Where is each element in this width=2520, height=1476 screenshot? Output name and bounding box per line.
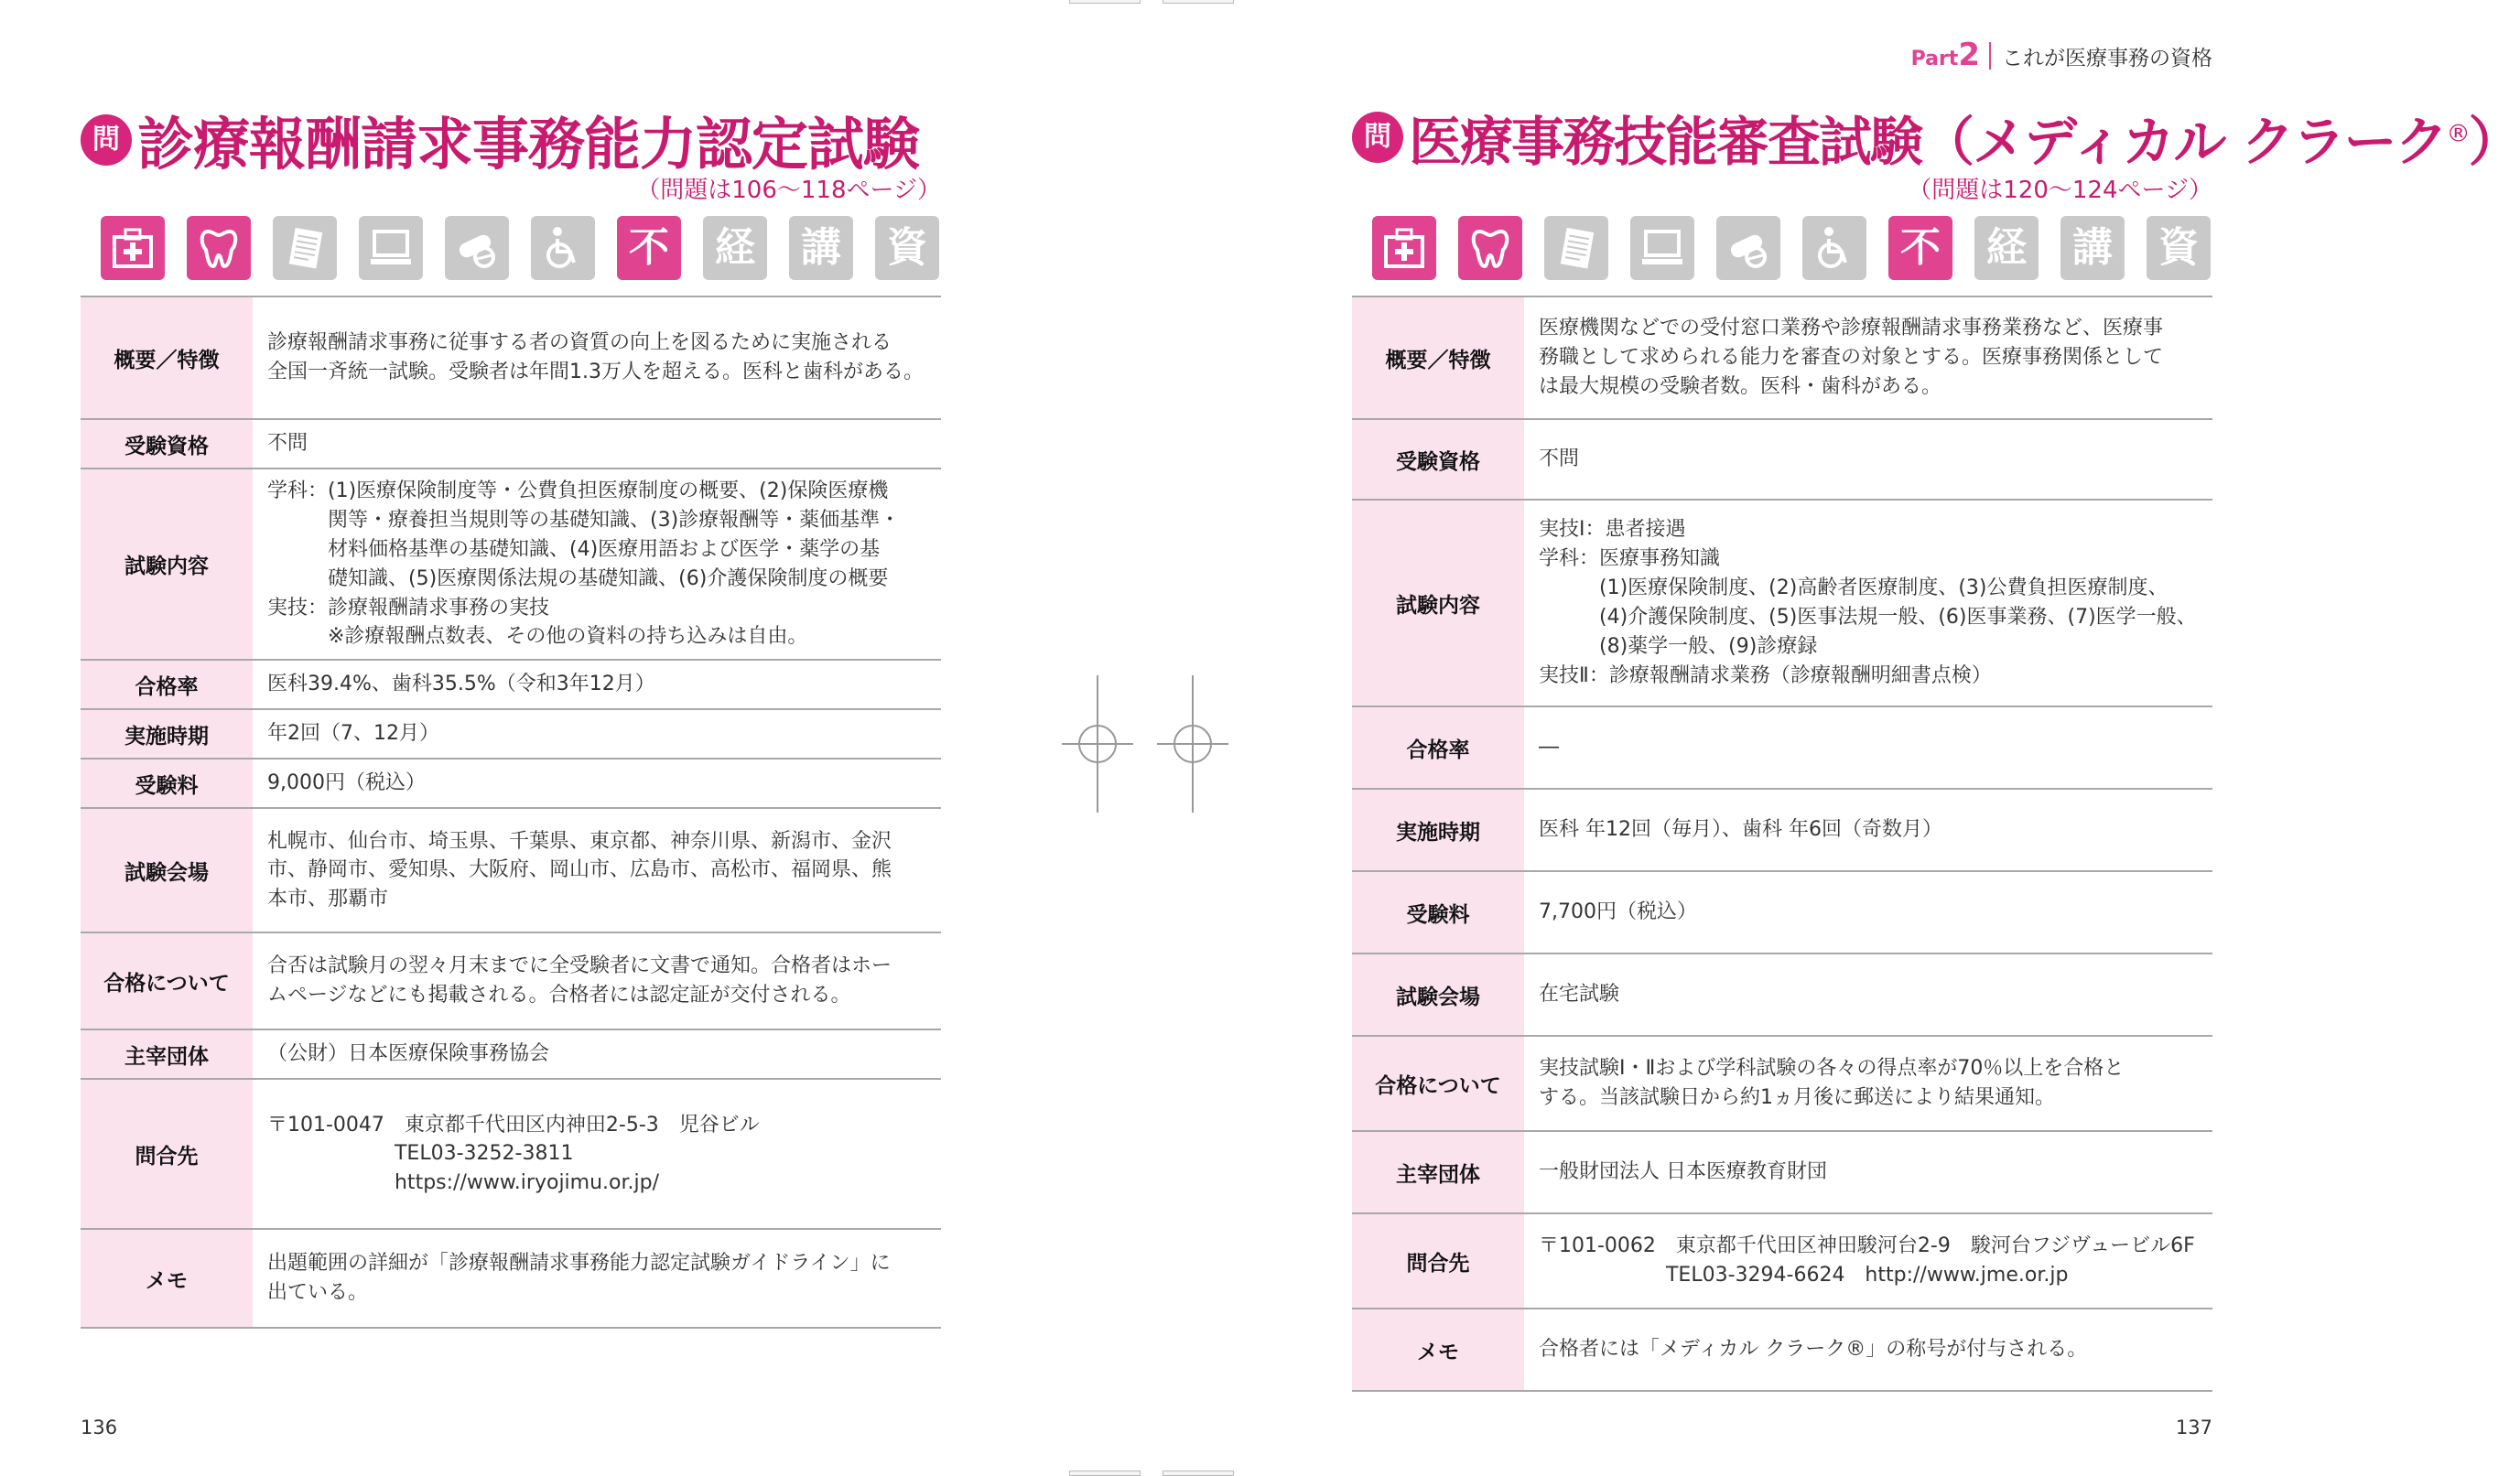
right-category-icons [1372, 216, 2233, 280]
running-header [1911, 37, 2212, 73]
fu-icon: 不 [1888, 216, 1952, 280]
info-row [81, 759, 941, 808]
row-value: 実技試験Ⅰ・Ⅱおよび学科試験の各々の得点率が70％以上を合格と する。当該試験日から約1ヵ月後に郵送により結果通知。 [1539, 1057, 2125, 1109]
row-label: 合格について [1352, 1036, 1524, 1131]
header-divider [1989, 42, 1991, 70]
row-label: 主宰団体 [1352, 1131, 1524, 1213]
row-label: 合格率 [81, 660, 253, 709]
row-label: 概要／特徴 [1352, 296, 1524, 419]
info-row [1352, 789, 2212, 871]
medical-icon [101, 216, 165, 280]
info-row [81, 660, 941, 709]
row-label: 主宰団体 [81, 1029, 253, 1079]
question-badge: 問 [1352, 112, 1403, 163]
right-info-table [1352, 296, 2212, 1392]
info-row [81, 1229, 941, 1328]
row-label: 実施時期 [81, 709, 253, 759]
info-row [1352, 500, 2212, 706]
document-icon [273, 216, 337, 280]
left-page [81, 0, 941, 1475]
row-label: 問合先 [1352, 1213, 1524, 1309]
row-label: 合格について [81, 932, 253, 1029]
info-row [1352, 1036, 2212, 1131]
wheelchair-icon [531, 216, 595, 280]
row-value: 診療報酬請求事務に従事する者の資質の向上を図るために実施される 全国一斉統一試験。受験者は年間1.3万人を超える。医科と歯科がある。 [267, 331, 924, 383]
row-value: 在宅試験 [1539, 983, 1620, 1007]
row-value: 不問 [1539, 447, 1580, 471]
row-value: 合格者には「メディカル クラーク®」の称号が付与される。 [1539, 1338, 2088, 1362]
row-value: 医科39.4%、歯科35.5%（令和3年12月） [267, 673, 655, 696]
medicine-icon [1716, 216, 1780, 280]
row-value: 合否は試験月の翌々月末までに全受験者に文書で通知。合格者はホー ムページなどにも掲載される。合格者には認定証が交付される。 [267, 954, 892, 1007]
kei-icon: 経 [1974, 216, 2039, 280]
right-page-title: 医療事務技能審査試験（メディカル クラーク®） [1409, 111, 2520, 173]
row-value: 札幌市、仙台市、埼玉県、千葉県、東京都、神奈川県、新潟市、金沢 市、静岡市、愛知県、大阪府、岡山市、広島市、高松市、福岡県、熊 本市、那覇市 [267, 829, 892, 911]
medicine-icon [445, 216, 509, 280]
row-value: 出題範囲の詳細が「診療報酬請求事務能力認定試験ガイドライン」に 出ている。 [267, 1252, 891, 1305]
info-row [81, 469, 941, 660]
left-page-number: 136 [81, 1417, 118, 1438]
info-row [81, 1079, 941, 1229]
row-label: 試験会場 [1352, 953, 1524, 1036]
kei-icon: 経 [703, 216, 767, 280]
row-label: メモ [1352, 1309, 1524, 1391]
part-label: Part [1910, 48, 1959, 70]
info-row [81, 709, 941, 759]
row-label: 試験会場 [81, 808, 253, 932]
row-label: 試験内容 [81, 469, 253, 660]
question-badge: 問 [81, 114, 132, 166]
left-page-title: 診療報酬請求事務能力認定試験 [137, 111, 920, 178]
row-label: 受験料 [81, 759, 253, 808]
medical-icon [1372, 216, 1436, 280]
info-row [1352, 706, 2212, 789]
right-question-range: （問題は120～124ページ） [1908, 177, 2212, 204]
row-value: 〒101-0062 東京都千代田区神田駿河台2-9 駿河台フジヴュービル6F TEL03-3294-6624 http://www.jme.or.jp [1539, 1234, 2195, 1287]
right-page [1352, 0, 2520, 1475]
crop-mark-top-right [1163, 0, 1234, 4]
left-question-range: （問題は106～118ページ） [636, 177, 941, 204]
registration-mark-right-circle [1173, 725, 1212, 763]
registration-mark-left-circle [1078, 725, 1117, 763]
wheelchair-icon [1802, 216, 1866, 280]
row-value: 医療機関などでの受付窓口業務や診療報酬請求事務業務など、医療事 務職として求められる能力を審査の対象とする。医療事務関係として は最大規模の受験者数。医科・歯科がある。 [1539, 317, 2164, 398]
left-category-icons [101, 216, 961, 280]
row-label: 実施時期 [1352, 789, 1524, 871]
info-row [1352, 419, 2212, 500]
row-value: 学科：(1)医療保険制度等・公費負担医療制度の概要、(2)保険医療機 関等・療養担当規則等の基礎知識、(3)診療報酬等・薬価基準・ 材料価格基準の基礎知識、(4)医療用語および医学・薬学の基 礎知識、(5)医療関係法規の基礎知識、(6)介護保険制度の概要 実技：診療報酬請求事務の実技 ※診療報酬点数表、その他の資料の持ち込みは自由。 [267, 479, 901, 649]
info-row [81, 808, 941, 932]
info-row [81, 296, 941, 419]
shi-icon: 資 [2147, 216, 2211, 280]
right-title-row [1352, 99, 2520, 173]
row-value: 実技Ⅰ：患者接遇 学科：医療事務知識 (1)医療保険制度、(2)高齢者医療制度、(3)公費負担医療制度、 (4)介護保険制度、(5)医事法規一般、(6)医事業務、(7)医学一般、 (8)薬学一般、(9)診療録 実技Ⅱ：診療報酬請求業務（診療報酬明細書点検） [1539, 518, 2197, 687]
shi-icon: 資 [875, 216, 939, 280]
ko-icon: 講 [789, 216, 853, 280]
info-row [1352, 1131, 2212, 1213]
row-value: ― [1539, 736, 1559, 760]
dental-icon [187, 216, 251, 280]
row-value: 7,700円（税込） [1539, 900, 1697, 924]
registered-mark: ® [2446, 120, 2469, 148]
crop-mark-top-left [1069, 0, 1141, 4]
row-value: 不問 [267, 432, 308, 456]
ko-icon: 講 [2060, 216, 2125, 280]
info-row [1352, 953, 2212, 1036]
left-title-row [81, 99, 959, 178]
info-row [1352, 871, 2212, 953]
info-row [1352, 1309, 2212, 1391]
row-value: （公財）日本医療保険事務協会 [267, 1042, 550, 1066]
row-label: 合格率 [1352, 706, 1524, 789]
row-value: 〒101-0047 東京都千代田区内神田2-5-3 児谷ビル TEL03-3252-3811 https://www.iryojimu.or.jp/ [267, 1113, 760, 1195]
info-row [81, 1029, 941, 1079]
dental-icon [1458, 216, 1522, 280]
row-label: 概要／特徴 [81, 296, 253, 419]
row-label: 受験資格 [81, 419, 253, 469]
row-label: 受験料 [1352, 871, 1524, 953]
info-row [1352, 1213, 2212, 1309]
row-value: 一般財団法人 日本医療教育財団 [1539, 1160, 1827, 1184]
computer-icon [1630, 216, 1694, 280]
row-value: 医科 年12回（毎月）、歯科 年6回（奇数月） [1539, 818, 1942, 842]
crop-mark-bottom-right [1163, 1471, 1234, 1476]
row-value: 9,000円（税込） [267, 771, 426, 795]
right-page-number: 137 [2175, 1417, 2212, 1438]
info-row [81, 932, 941, 1029]
document-icon [1544, 216, 1608, 280]
info-row [1352, 296, 2212, 419]
info-row [81, 419, 941, 469]
fu-icon: 不 [617, 216, 681, 280]
row-value: 年2回（7、12月） [267, 722, 439, 746]
computer-icon [359, 216, 423, 280]
crop-mark-bottom-left [1069, 1471, 1141, 1476]
row-label: 問合先 [81, 1079, 253, 1229]
left-info-table [81, 296, 941, 1329]
row-label: 試験内容 [1352, 500, 1524, 706]
header-text: これが医療事務の資格 [2002, 47, 2212, 70]
row-label: メモ [81, 1229, 253, 1328]
part-number: 2 [1958, 37, 1980, 73]
row-label: 受験資格 [1352, 419, 1524, 500]
